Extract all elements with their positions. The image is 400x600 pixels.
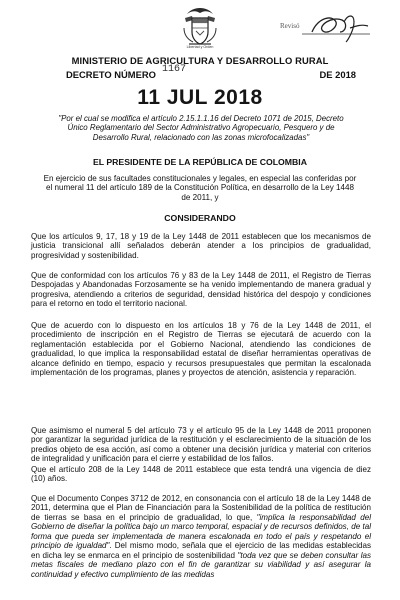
decree-number: 1167 [162, 64, 187, 75]
decree-subject: "Por el cual se modifica el artículo 2.15.1.1.16 del Decreto 1071 de 2015, Decreto Único Reglamentario del Sector Administrativo Agropecuario, Pesquero y de Desarrollo Rural, relacionado con las zonas microfocalizadas" [58, 114, 344, 142]
decree-number-line [66, 64, 356, 83]
seal-caption: Libertad y Orden [186, 45, 214, 49]
revision-stamp [280, 16, 390, 42]
decree-label: DECRETO NÚMERO [66, 69, 156, 80]
paragraph-3: Que de acuerdo con lo dispuesto en los artículos 18 y 76 de la Ley 1448 de 2011, el procedimiento de inscripción en el Registro de Tierras se ejecutará de acuerdo con la reglamentación establecida por el Gobierno Nacional, atendiendo las condiciones de gradualidad, lo que implica la responsabilidad estatal de diseñar herramientas operativas de alcance definido en tiempo, espacio y recursos presupuestales que permitan la escalonada implementación de los programas, planes y proyectos de atención, asistencia y reparación. [31, 321, 371, 378]
paragraph-1: Que los artículos 9, 17, 18 y 19 de la Ley 1448 de 2011 establecen que los mecanismos de justicia transicional allí señalados deberán atender a los principios de gradualidad, progresividad y sostenibilidad. [31, 232, 371, 260]
paragraph-6-quote-1: "implica la responsabilidad del Gobierno de diseñar la política bajo un marco temporal, espacial y de recursos definidos, de tal forma que pueda ser implementada de manera escalonada en todo el país y respetando el principio de igualdad" [31, 512, 371, 551]
considerando-heading: CONSIDERANDO [164, 213, 236, 223]
powers-statement: En ejercicio de sus facultades constitucionales y legales, en especial las conferidas por el numeral 11 del artículo 189 de la Constitución Política, en desarrollo de la Ley 1448 de 2011, y [43, 174, 357, 202]
handwritten-signature [302, 10, 372, 44]
paragraph-6-text-a: Que el Documento Conpes 3712 de 2012, en consonancia con el artículo 18 de la Ley 1448 de 2011, determina que el Plan de Financiación para la Sostenibilidad de la política de restitución de tierras se basa en el principio de gradualidad, lo que, [31, 494, 371, 522]
paragraph-4: Que asimismo el numeral 5 del artículo 73 y el artículo 95 de la Ley 1448 de 2011 proponen por garantizar la seguridad jurídica de la restitución y el esclarecimiento de la situación de los predios objeto de esa acción, así como a obtener una decisión jurídica y material con criterios de integralidad y unificación para el cierre y estabilidad de los fallos. [31, 426, 371, 464]
ministry-title: MINISTERIO DE AGRICULTURA Y DESARROLLO RURAL [71, 55, 329, 66]
revised-label: Revisó [280, 22, 300, 30]
decree-date-stamp: 11 JUL 2018 [137, 86, 263, 109]
paragraph-6 [31, 494, 371, 579]
decree-year: DE 2018 [319, 69, 356, 80]
paragraph-6-text-b: . Del mismo modo, señala que el ejercicio de las medidas establecidas en dicha ley se enmarca en el principio de sostenibilidad [31, 541, 371, 560]
paragraph-5: Que el artículo 208 de la Ley 1448 de 2011 establece que esta tendrá una vigencia de diez (10) años. [31, 465, 371, 484]
coat-of-arms-logo [181, 4, 219, 50]
president-heading: EL PRESIDENTE DE LA REPÚBLICA DE COLOMBIA [93, 157, 307, 167]
paragraph-2: Que de conformidad con los artículos 76 y 83 de la Ley 1448 de 2011, el Registro de Tierras Despojadas y Abandonadas Forzosamente se ha venido implementando de manera gradual y progresiva, atendiendo a criterios de seguridad, densidad histórica del despojo y condiciones para el retorno en todo el territorio nacional. [31, 271, 371, 309]
paragraph-6-quote-2: "toda vez que se deben consultar las metas fiscales de mediano plazo con el fin de garantizar su viabilidad y así asegurar la continuidad y efectivo cumplimiento de las medidas [31, 550, 371, 579]
